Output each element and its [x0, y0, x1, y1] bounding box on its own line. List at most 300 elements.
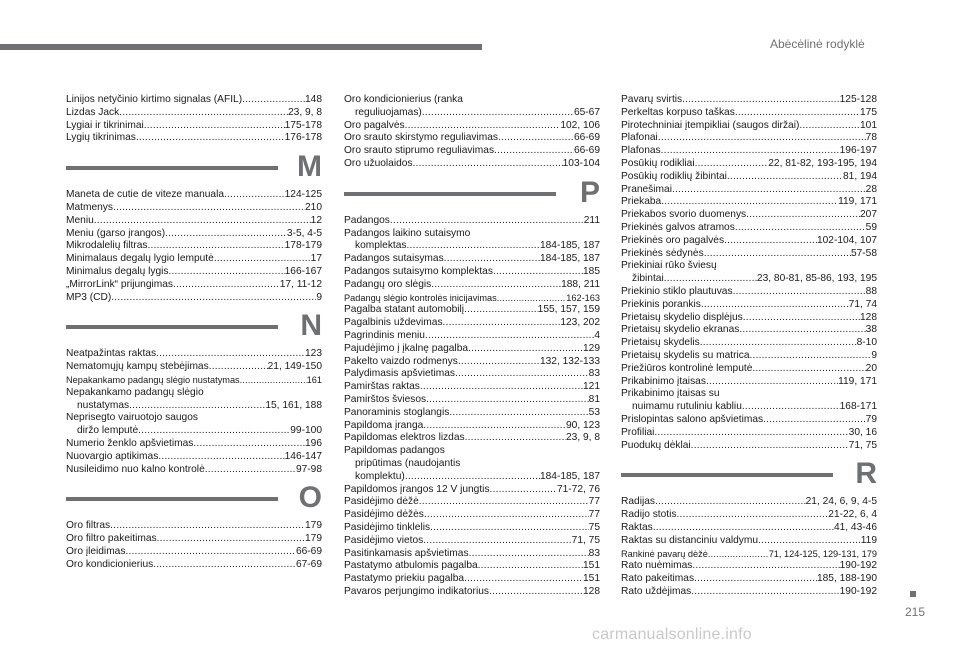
entry-row — [344, 132, 600, 145]
index-entry — [66, 451, 322, 464]
dot-leader — [193, 438, 305, 451]
entry-row — [621, 132, 877, 145]
index-entry — [344, 304, 600, 317]
entry-row — [621, 120, 877, 133]
dot-leader — [169, 266, 285, 279]
index-entry — [621, 171, 877, 184]
entry-row — [344, 317, 600, 330]
entry-term: Lizdas Jack — [66, 106, 120, 118]
entry-row — [621, 94, 877, 107]
dot-leader — [489, 586, 583, 599]
index-group — [66, 189, 322, 304]
entry-row — [344, 343, 600, 356]
index-entry — [66, 533, 322, 546]
index-entry — [66, 559, 322, 572]
dot-leader — [422, 107, 574, 120]
dot-leader — [672, 184, 866, 197]
entry-pages: 123 — [305, 348, 322, 360]
entry-pages: 12 — [310, 214, 322, 226]
entry-row — [621, 427, 877, 440]
entry-pages: 71, 75 — [848, 439, 877, 451]
entry-pages: 53 — [588, 406, 600, 418]
dot-leader — [136, 132, 285, 145]
index-entry — [344, 522, 600, 535]
entry-heading-line: Priekiniai rūko šviesų — [621, 260, 717, 272]
entry-row — [344, 120, 600, 133]
entry-pages: 190-192 — [839, 560, 877, 572]
entry-pages: 121 — [583, 381, 600, 393]
entry-row — [66, 120, 322, 133]
dot-leader — [430, 522, 589, 535]
entry-pages: 81, 194 — [843, 170, 877, 182]
dot-leader — [658, 132, 866, 145]
entry-pages: 71, 75 — [571, 534, 600, 546]
dot-leader — [156, 348, 305, 361]
entry-term: Oro filtro pakeitimas — [66, 533, 157, 545]
entry-pages: 102-104, 107 — [816, 234, 877, 246]
entry-pages: 4 — [594, 329, 600, 341]
entry-row — [621, 235, 877, 248]
entry-term: Prietaisų skydelis — [621, 337, 700, 349]
dot-leader — [655, 496, 806, 509]
index-entry — [344, 343, 600, 356]
heading-rule — [66, 497, 278, 501]
entry-term: Padangos — [344, 214, 390, 226]
index-entry — [621, 522, 877, 535]
dot-leader — [464, 304, 538, 317]
entry-pages: 17 — [310, 253, 322, 265]
dot-leader — [706, 376, 838, 389]
dot-leader — [704, 248, 851, 261]
entry-term: Prikabinimo įtaisas — [621, 375, 706, 387]
entry-row — [621, 286, 877, 299]
entry-term: Priekaba — [621, 196, 662, 208]
entry-term: Numerio ženklo apšvietimas — [66, 437, 194, 449]
index-entry — [344, 573, 600, 586]
entry-term: Prietaisų skydelio displėjus — [621, 311, 743, 323]
entry-term: Radijas — [621, 496, 655, 508]
entry-pages: 90, 123 — [566, 419, 600, 431]
dot-leader — [214, 253, 311, 266]
index-entry — [344, 330, 600, 343]
dot-leader — [94, 215, 311, 228]
entry-term: Priekinis porankis — [621, 298, 701, 310]
dot-leader — [677, 509, 829, 522]
index-entry — [66, 94, 322, 107]
index-entry — [621, 260, 877, 286]
index-entry — [66, 520, 322, 533]
index-entry — [66, 253, 322, 266]
entry-term: Nepakankamo padangų slėgio nustatymas — [66, 374, 240, 385]
dot-leader — [493, 266, 583, 279]
index-entry — [621, 509, 877, 522]
entry-term: Mikrodalelių filtras — [66, 240, 148, 252]
index-entry — [621, 248, 877, 261]
entry-pages: 211 — [583, 214, 600, 226]
dot-leader — [465, 432, 566, 445]
entry-row — [344, 586, 600, 599]
index-entry — [621, 158, 877, 171]
entry-pages: 175-178 — [284, 119, 322, 131]
entry-term: Nuovargio aptikimas — [66, 450, 159, 462]
letter-heading — [66, 309, 322, 343]
dot-leader — [426, 394, 589, 407]
index-entry — [344, 132, 600, 145]
entry-term: Palydimasis apšvietimas — [344, 368, 455, 380]
entry-term: Pamirštas raktas — [344, 381, 420, 393]
dot-leader — [498, 132, 574, 145]
dot-leader — [419, 496, 589, 509]
entry-pages: 119, 171 — [838, 196, 877, 208]
entry-pages: 151 — [583, 560, 600, 572]
entry-term: Rankinė pavarų dėžė — [621, 548, 708, 559]
heading-letter: P — [579, 175, 600, 209]
index-entry — [66, 348, 322, 361]
index-entry — [66, 120, 322, 133]
index-entry — [66, 132, 322, 145]
entry-term: Papildoma įranga — [344, 419, 424, 431]
entry-term: Raktas su distanciniu valdymu — [621, 534, 759, 546]
dot-leader — [763, 414, 866, 427]
entry-row — [621, 560, 877, 573]
entry-row — [66, 189, 322, 202]
dot-leader — [701, 299, 849, 312]
dot-leader — [724, 235, 817, 248]
dot-leader — [242, 94, 305, 107]
entry-row — [344, 560, 600, 573]
dot-leader — [700, 337, 857, 350]
entry-term: Pagrindinis meniu — [344, 329, 425, 341]
entry-heading-line: Padangos laikino sutaisymo — [344, 227, 471, 239]
dot-leader — [742, 401, 840, 414]
entry-row — [66, 533, 322, 546]
entry-row — [621, 586, 877, 599]
dot-leader — [692, 560, 839, 573]
entry-term: Maneta de cutie de viteze manuala — [66, 189, 225, 201]
dot-leader — [153, 559, 296, 572]
entry-term: Pajudėjimo į įkalnę pagalba — [344, 342, 469, 354]
entry-row — [621, 376, 877, 389]
entry-row — [621, 535, 877, 548]
entry-pages: 179 — [305, 533, 322, 545]
entry-row — [621, 184, 877, 197]
entry-row — [344, 522, 600, 535]
index-entry — [621, 209, 877, 222]
index-entry — [621, 535, 877, 548]
entry-pages: 15, 161, 188 — [265, 399, 322, 411]
entry-pages: 184-185, 187 — [539, 470, 600, 482]
entry-term: reguliuojamas) — [355, 106, 422, 118]
entry-term: Nusileidimo nuo kalno kontrolė — [66, 463, 205, 475]
entry-row — [66, 253, 322, 266]
index-entry — [66, 279, 322, 292]
entry-row — [621, 509, 877, 522]
entry-term: Pasidėjimo dėžė — [344, 496, 419, 508]
entry-pages: 28 — [865, 183, 877, 195]
index-entry — [344, 548, 600, 561]
index-entry — [621, 350, 877, 363]
entry-term: Papildomos įrangos 12 V jungtis — [344, 483, 490, 495]
entry-row — [621, 248, 877, 261]
entry-row — [344, 253, 600, 266]
entry-term: Oro filtras — [66, 520, 111, 532]
entry-pages: 71-72, 76 — [556, 483, 600, 495]
entry-term: komplektas — [355, 240, 407, 252]
index-entry — [621, 586, 877, 599]
dot-leader — [661, 145, 840, 158]
entry-row — [66, 279, 322, 292]
dot-leader — [224, 189, 285, 202]
index-entry — [621, 222, 877, 235]
entry-term: Pagalba statant automobilį — [344, 304, 465, 316]
entry-term: Posūkių rodikliai — [621, 157, 695, 169]
dot-leader — [420, 381, 583, 394]
entry-term: Priekinės oro pagalvės — [621, 234, 725, 246]
index-entry — [621, 235, 877, 248]
entry-row — [66, 520, 322, 533]
entry-heading-line: Neprisegto vairuotojo saugos — [66, 412, 198, 424]
entry-row — [344, 356, 600, 369]
entry-pages: 185, 188-190 — [816, 573, 877, 585]
entry-row — [621, 363, 877, 376]
index-entry — [344, 432, 600, 445]
entry-term: Oro įleidimas — [66, 545, 126, 557]
entry-pages: 125-128 — [839, 94, 877, 105]
index-entry — [344, 266, 600, 279]
entry-pages: 178-179 — [284, 240, 322, 252]
index-entry — [344, 407, 600, 420]
heading-letter: R — [855, 457, 877, 491]
index-group — [66, 348, 322, 476]
entry-pages: 179 — [305, 520, 322, 532]
index-entry — [66, 361, 322, 374]
entry-row — [344, 158, 600, 171]
entry-pages: 119 — [860, 534, 877, 546]
entry-term: nuimamu rutuliniu kabliu — [632, 401, 742, 413]
index-entry — [66, 266, 322, 279]
index-entry — [621, 376, 877, 389]
entry-row — [621, 496, 877, 509]
index-entry — [66, 215, 322, 228]
dot-leader — [733, 286, 866, 299]
entry-row — [66, 425, 322, 438]
entry-pages: 123, 202 — [560, 317, 600, 329]
entry-term: Meniu (garso įrangos) — [66, 227, 166, 239]
index-entry — [66, 464, 322, 477]
entry-term: Pastatymo atbulomis pagalba — [344, 560, 478, 572]
entry-term: nustatymas — [77, 399, 130, 411]
dot-leader — [113, 202, 305, 215]
index-entry — [621, 324, 877, 337]
heading-letter: N — [300, 309, 322, 343]
entry-pages: 79 — [865, 413, 877, 425]
entry-pages: 190-192 — [839, 585, 877, 597]
dot-leader — [443, 317, 561, 330]
entry-pages: 128 — [583, 585, 600, 597]
index-entry — [344, 292, 600, 305]
entry-pages: 71, 74 — [848, 298, 877, 310]
entry-term: Raktas — [621, 521, 653, 533]
entry-row — [66, 215, 322, 228]
dot-leader — [423, 420, 566, 433]
entry-row — [344, 266, 600, 279]
entry-term: Pasitinkamasis apšvietimas — [344, 547, 469, 559]
index-entry — [621, 496, 877, 509]
entry-pages: 132, 132-133 — [539, 355, 600, 367]
dot-leader — [240, 374, 307, 387]
index-entry — [621, 107, 877, 120]
entry-term: Pranešimai — [621, 183, 672, 195]
entry-term: Puodukų dėklai — [621, 439, 691, 451]
entry-pages: 196 — [305, 437, 322, 449]
entry-term: Oro srauto stiprumo reguliavimas — [344, 145, 495, 157]
entry-pages: 3-5, 4-5 — [286, 227, 322, 239]
index-entry — [66, 202, 322, 215]
index-group — [66, 520, 322, 571]
entry-row — [621, 312, 877, 325]
dot-leader — [654, 427, 848, 440]
entry-term: Padangos sutaisymas — [344, 253, 444, 265]
entry-row — [344, 548, 600, 561]
dot-leader — [799, 120, 860, 133]
entry-pages: 21, 149-150 — [267, 361, 322, 373]
index-entry — [344, 120, 600, 133]
entry-term: Pasidėjimo dėžės — [344, 509, 424, 521]
entry-pages: 30, 16 — [848, 426, 877, 438]
entry-pages: 166-167 — [284, 265, 322, 277]
entry-row — [621, 196, 877, 209]
entry-pages: 75 — [588, 521, 600, 533]
entry-row — [344, 535, 600, 548]
dot-leader — [158, 451, 284, 464]
index-entry — [344, 445, 600, 483]
entry-row — [621, 337, 877, 350]
dot-leader — [119, 107, 288, 120]
entry-row — [344, 240, 600, 253]
entry-term: Papildomas elektros lizdas — [344, 432, 465, 444]
index-entry — [344, 317, 600, 330]
entry-pages: 101 — [860, 119, 877, 131]
heading-letter: O — [298, 481, 322, 515]
entry-term: Plafonas — [621, 145, 661, 157]
index-entry — [344, 381, 600, 394]
entry-row — [621, 171, 877, 184]
entry-term: Meniu — [66, 214, 94, 226]
dot-leader — [661, 196, 838, 209]
entry-heading-line: Oro kondicionierius (ranka — [344, 94, 463, 105]
entry-pages: 66-69 — [295, 545, 322, 557]
entry-pages: 102, 106 — [560, 119, 600, 131]
index-entry — [621, 363, 877, 376]
index-entry — [344, 279, 600, 292]
index-entry — [344, 394, 600, 407]
dot-leader — [752, 363, 865, 376]
index-entry — [66, 292, 322, 305]
entry-term: Priekinio stiklo plautuvas — [621, 285, 733, 297]
entry-row — [66, 374, 322, 387]
dot-leader — [750, 350, 872, 363]
dot-leader — [682, 94, 839, 107]
entry-pages: 151 — [583, 573, 600, 585]
entry-row — [66, 438, 322, 451]
entry-row — [344, 573, 600, 586]
entry-pages: 175 — [860, 106, 877, 118]
entry-term: Pasidėjimo tinklelis — [344, 521, 431, 533]
dot-leader — [205, 464, 296, 477]
entry-term: Oro kondicionierius — [66, 558, 154, 570]
entry-term: Profiliai — [621, 426, 655, 438]
entry-row — [66, 559, 322, 572]
entry-term: Rato nuėmimas — [621, 560, 693, 572]
entry-term: Oro srauto skirstymo reguliavimas — [344, 132, 498, 144]
entry-row — [344, 215, 600, 228]
letter-heading — [66, 150, 322, 184]
dot-leader — [423, 535, 571, 548]
index-entry — [621, 145, 877, 158]
index-entry — [344, 228, 600, 254]
entry-term: Plafonai — [621, 132, 658, 144]
entry-pages: 23, 80-81, 85-86, 193, 195 — [756, 273, 877, 285]
entry-term: Padangų slėgio kontrolės inicijavimas — [344, 292, 497, 303]
entry-pages: 196-197 — [839, 145, 877, 157]
dot-leader — [425, 330, 594, 343]
index-entry — [344, 496, 600, 509]
entry-term: Perkeltas korpuso taškas — [621, 106, 735, 118]
entry-pages: 21-22, 6, 4 — [828, 509, 877, 521]
section-title: Abėcėlinė rodyklė — [770, 37, 865, 51]
index-entry — [66, 412, 322, 438]
index-entry — [66, 240, 322, 253]
entry-row — [621, 573, 877, 586]
entry-pages: 21, 24, 6, 9, 4-5 — [805, 496, 877, 508]
entry-term: Linijos netyčinio kirtimo signalas (AFIL) — [66, 94, 243, 105]
entry-pages: 71, 124-125, 129-131, 179 — [768, 548, 877, 559]
entry-pages: 23, 9, 8 — [288, 106, 322, 118]
entry-row — [66, 266, 322, 279]
entry-pages: 66-69 — [573, 132, 600, 144]
dot-leader — [390, 215, 584, 228]
index-entry — [621, 548, 877, 561]
index-entry — [621, 286, 877, 299]
entry-term: Posūkių rodiklių žibintai — [621, 170, 727, 182]
entry-pages: 207 — [860, 209, 877, 221]
entry-term: Prietaisų skydelio ekranas — [621, 324, 740, 336]
index-entry — [621, 299, 877, 312]
dot-leader — [664, 273, 757, 286]
entry-term: Panoraminis stoglangis — [344, 406, 450, 418]
entry-row — [621, 324, 877, 337]
dot-leader — [405, 471, 540, 484]
entry-row — [621, 350, 877, 363]
dot-leader — [743, 312, 860, 325]
dot-leader — [157, 533, 305, 546]
dot-leader — [444, 253, 540, 266]
entry-row — [344, 381, 600, 394]
index-column-1 — [66, 94, 322, 572]
watermark: carmanualsonline.info — [592, 626, 752, 643]
entry-pages: 185 — [583, 265, 600, 277]
entry-pages: 88 — [865, 285, 877, 297]
entry-row — [344, 496, 600, 509]
dot-leader — [138, 425, 290, 438]
dot-leader — [494, 145, 574, 158]
dot-leader — [497, 292, 567, 305]
entry-term: MP3 (CD) — [66, 291, 112, 303]
entry-term: Priekinės sėdynės — [621, 247, 704, 259]
entry-row — [344, 107, 600, 120]
index-entry — [344, 356, 600, 369]
index-entry — [344, 509, 600, 522]
